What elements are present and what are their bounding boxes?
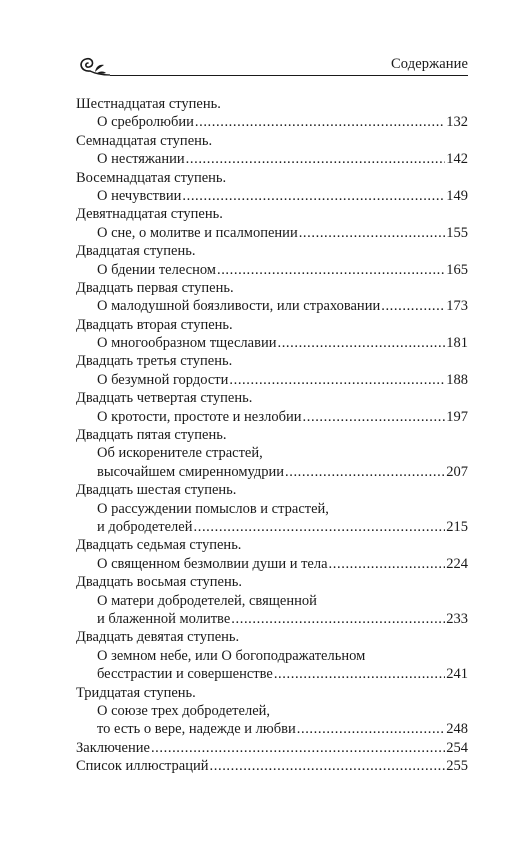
toc-entry-heading: Восемнадцатая ступень. — [76, 169, 227, 186]
dot-leader — [381, 297, 445, 315]
toc-entry-title: Список иллюстраций — [76, 758, 209, 775]
toc-entry-title-line — [76, 739, 468, 757]
toc-entry-title-line — [76, 334, 468, 352]
dot-leader — [186, 150, 446, 168]
page-number: 142 — [446, 151, 468, 168]
toc-entry — [76, 739, 468, 757]
toc-entry — [76, 389, 468, 426]
toc-entry-title-line — [76, 408, 468, 426]
toc-entry-title-line — [76, 150, 468, 168]
toc-entry-title: и блаженной молитве — [97, 610, 231, 627]
toc-entry-title: высочайшем смиренномудрии — [97, 463, 284, 480]
toc-entry-title: Об искоренителе страстей, — [97, 445, 263, 462]
toc-entry-heading: Двадцать третья ступень. — [76, 353, 233, 370]
toc-entry-title-line — [76, 720, 468, 738]
toc-entry-title: О малодушной боязливости, или страховании — [97, 298, 381, 315]
page-number: 233 — [446, 610, 468, 627]
toc-entry-heading: Двадцать четвертая ступень. — [76, 390, 253, 407]
toc-entry-title-line — [76, 610, 468, 628]
toc-entry-title-line — [76, 518, 468, 536]
dot-leader — [217, 261, 445, 279]
toc-entry-heading: Тридцатая ступень. — [76, 684, 196, 701]
toc-entry-heading: Двадцать вторая ступень. — [76, 316, 233, 333]
page-number: 248 — [446, 721, 468, 738]
page-number: 207 — [446, 463, 468, 480]
toc-entry-title: то есть о вере, надежде и любви — [97, 721, 296, 738]
running-header — [76, 52, 468, 82]
toc-entry-title: и добродетелей — [97, 518, 193, 535]
toc-entry-heading: Двадцать восьмая ступень. — [76, 574, 242, 591]
toc-entry-title: О безумной гордости — [97, 371, 229, 388]
toc-entry-heading: Двадцатая ступень. — [76, 243, 196, 260]
toc-entry-title: О сне, о молитве и псалмопении — [97, 224, 298, 241]
toc-entry-title: О нестяжании — [97, 151, 185, 168]
dot-leader — [274, 665, 445, 683]
dot-leader — [299, 224, 446, 242]
toc-entry — [76, 279, 468, 316]
page-number: 132 — [446, 114, 468, 131]
page-number: 188 — [446, 371, 468, 388]
toc-entry-title-line — [76, 757, 468, 775]
toc-entry-title: О кротости, простоте и незлобии — [97, 408, 302, 425]
toc-entry — [76, 536, 468, 573]
toc-entry-title: О священном безмолвии души и тела — [97, 555, 328, 572]
table-of-contents — [76, 95, 468, 775]
page-number: 241 — [446, 666, 468, 683]
page-number: 155 — [446, 224, 468, 241]
dot-leader — [210, 757, 446, 775]
dot-leader — [194, 518, 446, 536]
toc-entry-heading: Шестнадцатая ступень. — [76, 96, 221, 112]
toc-entry — [76, 205, 468, 242]
dot-leader — [231, 610, 445, 628]
toc-entry-title-line — [76, 297, 468, 315]
toc-entry — [76, 757, 468, 775]
toc-entry-title-line — [76, 187, 468, 205]
toc-entry — [76, 316, 468, 353]
header-title: Содержание — [391, 56, 468, 72]
toc-entry — [76, 481, 468, 536]
toc-entry-title-line — [76, 371, 468, 389]
dot-leader — [195, 113, 445, 131]
dot-leader — [285, 463, 445, 481]
page-number: 255 — [446, 758, 468, 775]
toc-entry — [76, 573, 468, 628]
dot-leader — [182, 187, 445, 205]
dot-leader — [297, 720, 446, 738]
toc-entry-heading: Двадцать первая ступень. — [76, 279, 234, 296]
dot-leader — [277, 334, 445, 352]
toc-entry — [76, 242, 468, 279]
toc-entry-title: О союзе трех добродетелей, — [97, 702, 271, 719]
page-number: 224 — [446, 555, 468, 572]
header-rule — [110, 75, 468, 76]
toc-entry-heading: Семнадцатая ступень. — [76, 132, 213, 149]
toc-entry-title-line — [76, 555, 468, 573]
page-number: 149 — [446, 187, 468, 204]
toc-entry — [76, 628, 468, 683]
toc-entry — [76, 684, 468, 739]
page-number: 215 — [446, 518, 468, 535]
flourish-ornament-icon — [76, 52, 116, 82]
toc-entry-title: О земном небе, или О богоподражательном — [97, 647, 366, 664]
toc-entry — [76, 426, 468, 481]
toc-entry-title-line — [76, 261, 468, 279]
dot-leader — [303, 408, 446, 426]
page-number: 173 — [446, 298, 468, 315]
toc-entry-title: О бдении телесном — [97, 261, 216, 278]
toc-entry-heading: Двадцать шестая ступень. — [76, 482, 237, 499]
toc-entry-title: О нечувствии — [97, 187, 182, 204]
toc-entry — [76, 169, 468, 206]
page-number: 197 — [446, 408, 468, 425]
toc-entry-title: О матери добродетелей, священной — [97, 592, 317, 609]
toc-entry-title-line — [76, 113, 468, 131]
toc-entry-title: О сребролюбии — [97, 114, 194, 131]
toc-entry-heading: Двадцать седьмая ступень. — [76, 537, 242, 554]
toc-entry-title-line — [76, 224, 468, 242]
page-number: 181 — [446, 335, 468, 352]
toc-entry-title: Заключение — [76, 739, 150, 756]
toc-entry — [76, 132, 468, 169]
toc-entry — [76, 352, 468, 389]
toc-entry — [76, 95, 468, 132]
toc-entry-heading: Девятнадцатая ступень. — [76, 206, 223, 223]
dot-leader — [229, 371, 445, 389]
toc-entry-title: бесстрастии и совершенстве — [97, 666, 273, 683]
dot-leader — [151, 739, 445, 757]
dot-leader — [329, 555, 446, 573]
toc-entry-heading: Двадцать девятая ступень. — [76, 629, 240, 646]
toc-entry-heading: Двадцать пятая ступень. — [76, 427, 227, 444]
toc-entry-title-line — [76, 665, 468, 683]
toc-entry-title: О рассуждении помыслов и страстей, — [97, 500, 329, 517]
toc-entry-title-line — [76, 463, 468, 481]
toc-entry-title: О многообразном тщеславии — [97, 335, 277, 352]
page-number: 254 — [446, 739, 468, 756]
page-number: 165 — [446, 261, 468, 278]
